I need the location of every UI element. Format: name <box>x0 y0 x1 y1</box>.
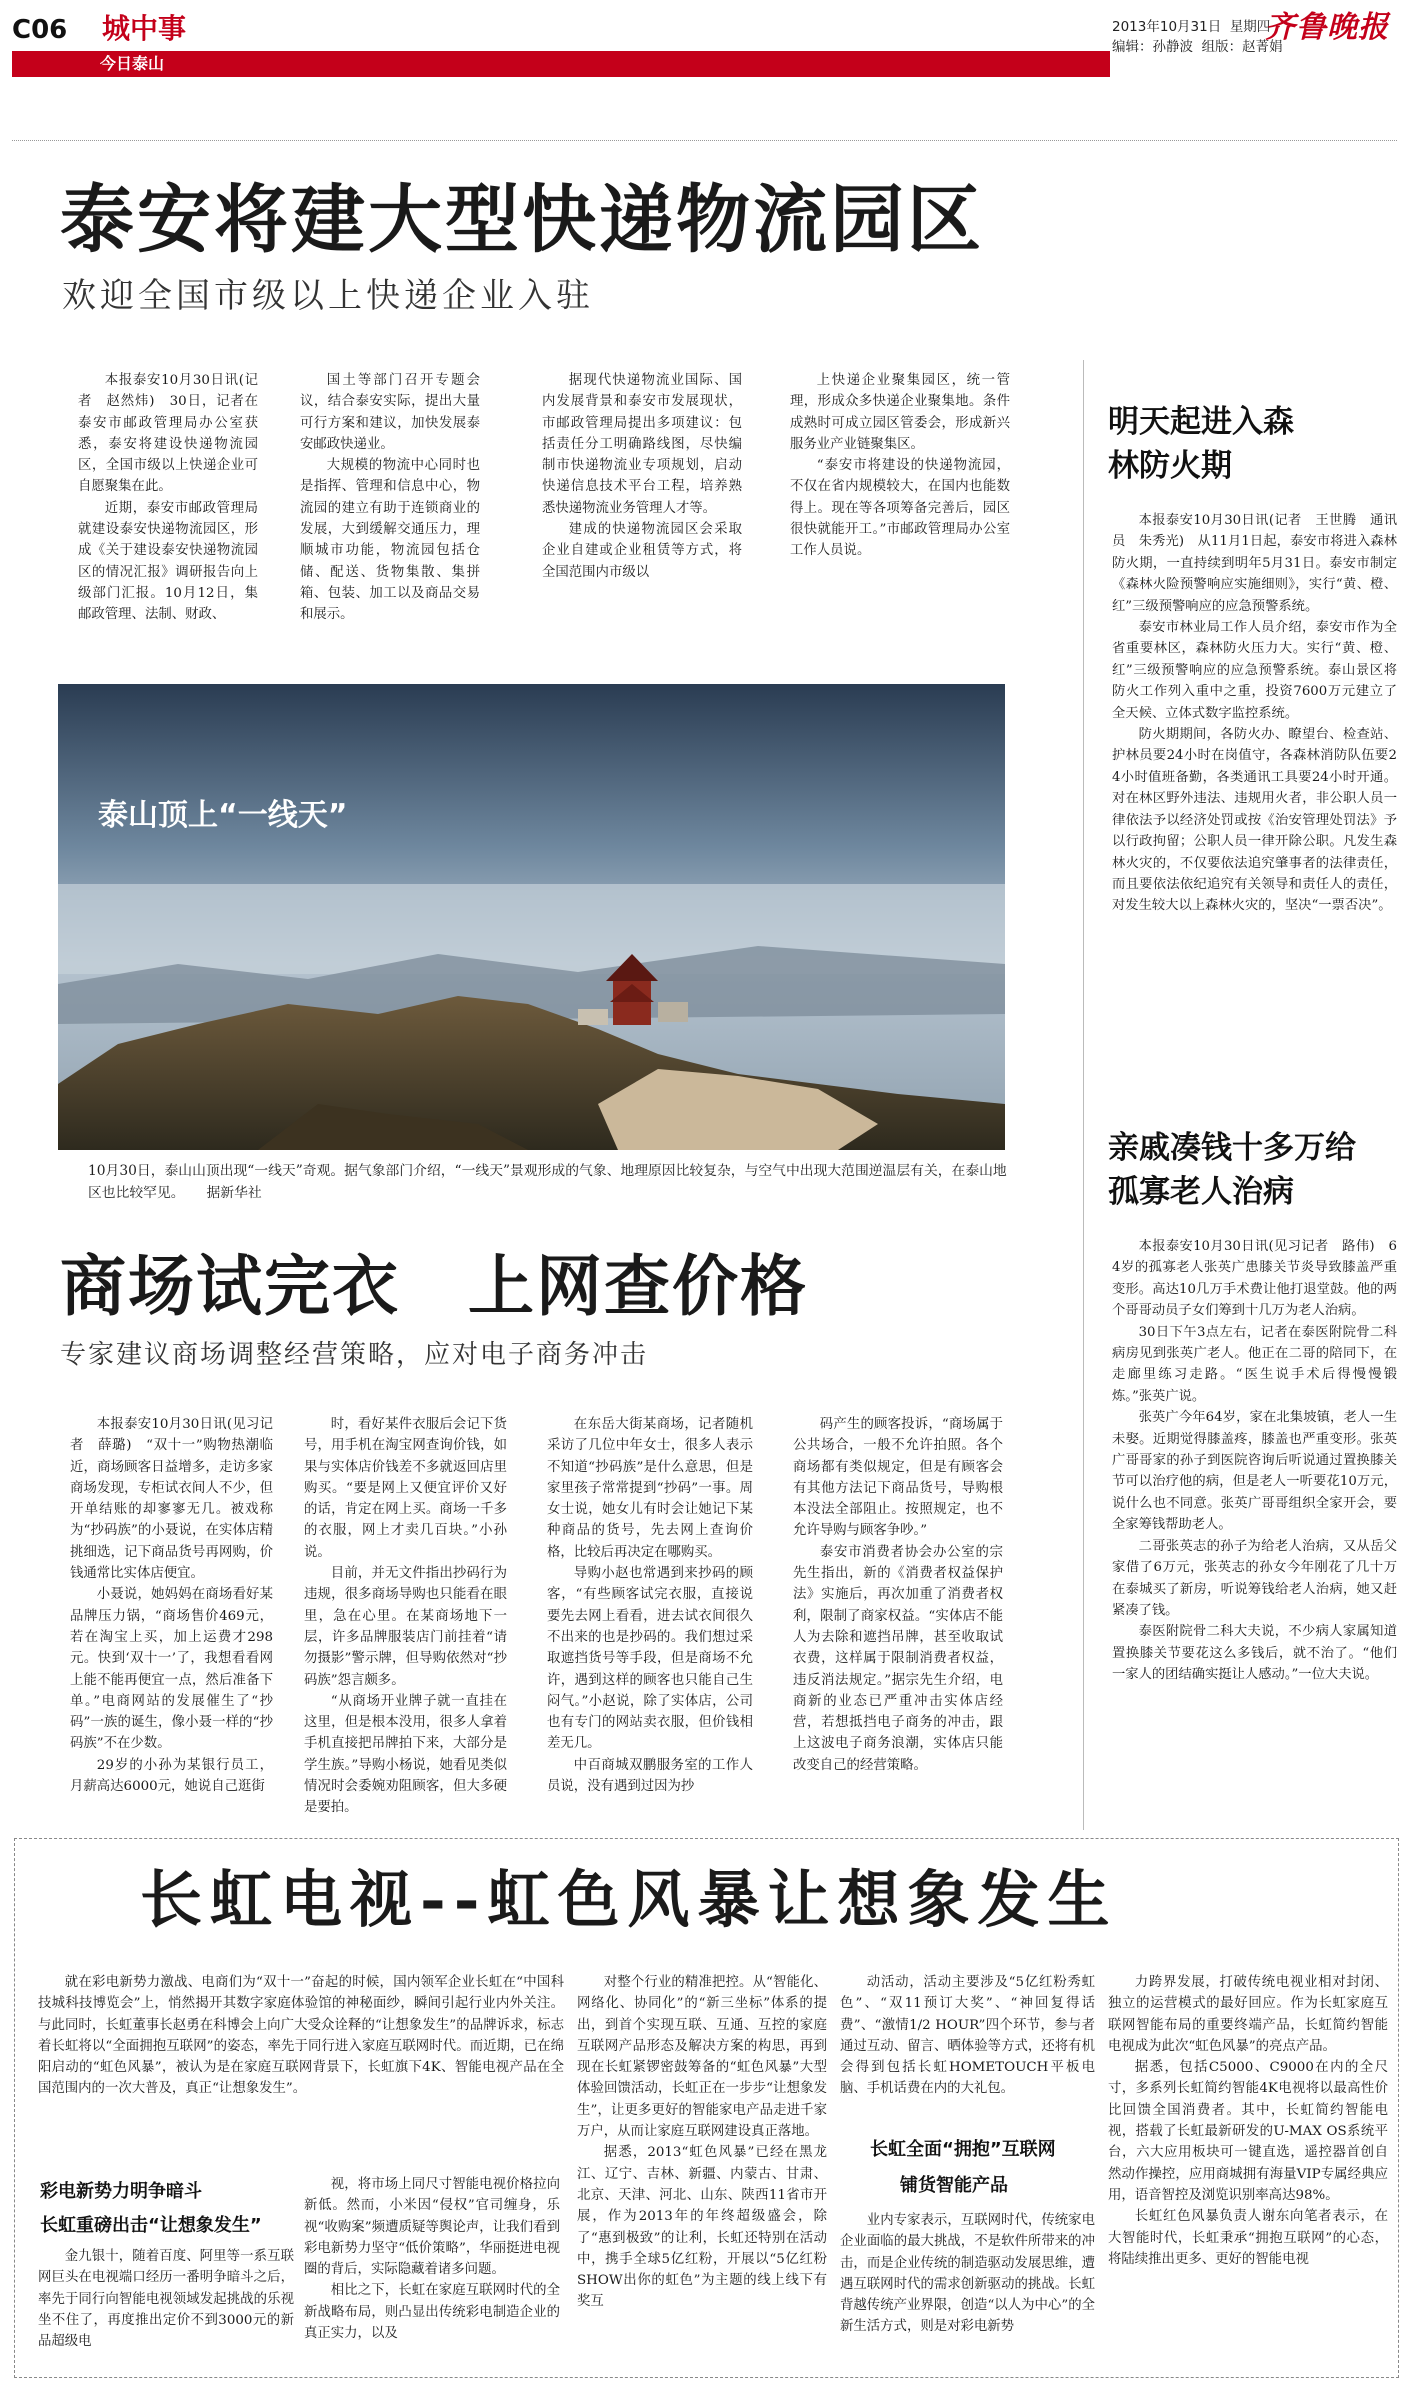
headline-mall-tryon: 商场试完衣 上网查价格 <box>60 1248 808 1325</box>
paragraph: 视，将市场上同尺寸智能电视价格拉向新低。然而，小米因“侵权”官司缠身，乐视“收购案”频遭质疑等舆论声，让我们看到彩电新势力坚守“低价策略”，华丽挺进电视圈的背后，实际隐藏着诸多问题。 <box>304 2177 560 2278</box>
section-name: 城中事 <box>102 12 187 45</box>
paragraph: 目前，并无文件指出抄码行为违规，很多商场导购也只能看在眼里，急在心里。在某商场地下一层，许多品牌服装店门前挂着“请勿摄影”警示牌，但导购依然对“抄码族”怨言颇多。 <box>304 1566 507 1688</box>
sidebar-headline-fire-prevention: 明天起进入森林防火期 <box>1108 404 1294 484</box>
article1-col1 <box>78 370 258 640</box>
caption-text: 10月30日，泰山山顶出现“一线天”奇观。据气象部门介绍，“一线天”景观形成的气象、地理原因比较复杂，与空气中出现大范围逆温层有关，在泰山地区也比较罕见。 <box>88 1163 1007 1201</box>
designer: 组版：赵菁娟 <box>1201 39 1283 55</box>
article2-col1 <box>70 1414 273 1818</box>
editor-credits <box>1112 38 1283 56</box>
paragraph: 中百商城双鹏服务室的工作人员说，没有遇到过因为抄 <box>547 1757 753 1795</box>
paragraph: 导购小赵也常遇到来抄码的顾客，“有些顾客试完衣服，直接说要先去网上看看，进去试衣间很久不出来的也是抄码的。我们想过采取遮挡货号等手段，但是商场不允许，遇到这样的顾客也只能自己生闷气。”小赵说，除了实体店，公司也有专门的网站卖衣服，但价钱相差无几。 <box>547 1566 753 1752</box>
advertorial-col4 <box>840 1972 1095 2122</box>
paragraph: 动活动，活动主要涉及“5亿红粉秀虹色”、“双11预订大奖”、“神回复得话费”、“激情1/2 HOUR”四个环节，参与者通过互动、留言、晒体验等方式，还将有机会得到包括长虹HOMETOUCH平板电脑、手机话费在内的大礼包。 <box>840 1975 1095 2097</box>
advertorial-subhead-1b: 长虹重磅出击“让想象发生” <box>40 2215 262 2236</box>
dotted-divider <box>12 140 1397 141</box>
advertorial-col5 <box>1108 1972 1388 2376</box>
date: 2013年10月31日 <box>1112 19 1222 35</box>
paragraph: 30日下午3点左右，记者在泰医附院骨二科病房见到张英广老人。他正在二哥的陪同下，在走廊里练习走路。“医生说手术后得慢慢锻炼。”张英广说。 <box>1112 1324 1397 1404</box>
paragraph: 业内专家表示，互联网时代，传统家电企业面临的最大挑战，不是软件所带来的冲击，而是企业传统的制造驱动发展思维，遭遇互联网时代的需求创新驱动的挑战。长虹背越传统产业界限，创造“以人为中心”的全新生活方式，则是对彩电新势 <box>840 2213 1095 2335</box>
paragraph: 小聂说，她妈妈在商场看好某品牌压力锅，“商场售价469元，若在淘宝上买，加上运费才298元。快到‘双十一’了，我想看看网上能不能再便宜一点，然后准备下单。”电商网站的发展催生了“抄码”一族的诞生，像小聂一样的“抄码族”不在少数。 <box>70 1587 273 1752</box>
paragraph: 力跨界发展，打破传统电视业相对封闭、独立的运营模式的最好回应。作为长虹家庭互联网智能布局的重要终端产品，长虹简约智能电视成为此次“虹色风暴”的亮点产品。 <box>1108 1975 1388 2054</box>
paragraph: 据悉，包括C5000、C9000在内的全尺寸，多系列长虹简约智能4K电视将以最高性价比回馈全国消费者。其中，长虹简约智能电视，搭载了长虹最新研发的U-MAX OS系统平台，六大应用板块可一键直选，遥控器首创自然动作操控，应用商城拥有海量VIP专属经典应用，语音智控及浏览识别率高达98%。 <box>1108 2060 1388 2203</box>
article2-col3 <box>547 1414 753 1818</box>
paragraph: 近期，泰安市邮政管理局就建设泰安快递物流园区，形成《关于建设泰安快递物流园区的情况汇报》调研报告向上级部门汇报。10月12日，集邮政管理、法制、财政、 <box>78 500 258 623</box>
paragraph: 国土等部门召开专题会议，结合泰安实际，提出大量可行方案和建议，加快发展泰安邮政快递业。 <box>300 373 480 452</box>
advertorial-subhead-2a: 长虹全面“拥抱”互联网 <box>870 2139 1056 2160</box>
paragraph: 大规模的物流中心同时也是指挥、管理和信息中心，物流园的建立有助于连锁商业的发展，大到缓解交通压力，理顺城市功能，物流园包括仓储、配送、货物集散、集拼箱、包装、加工以及商品交易和展示。 <box>300 458 480 623</box>
paragraph: 本报泰安10月30日讯(见习记者 路伟) 64岁的孤寡老人张英广患膝关节炎导致膝盖严重变形。高达10几万手术费让他打退堂鼓。他的两个哥哥动员子女们筹到十几万为老人治病。 <box>1112 1239 1397 1319</box>
sidebar-article-fire-prevention <box>1112 510 1397 1080</box>
paragraph: 张英广今年64岁，家在北集坡镇，老人一生未娶。近期觉得膝盖疼，膝盖也严重变形。张英广哥哥家的孙子到医院咨询后听说通过置换膝关节可以治疗他的病，但是老人一听要花10万元，说什么也不同意。张英广哥哥组织全家开会，要全家筹钱帮助老人。 <box>1112 1410 1397 1533</box>
advertorial-col4-cont <box>840 2210 1095 2376</box>
paragraph: 泰医附院骨二科大夫说，不少病人家属知道置换膝关节要花这么多钱后，就不治了。“他们一家人的团结确实挺让人感动。”一位大夫说。 <box>1112 1624 1397 1683</box>
paragraph: “从商场开业牌子就一直挂在这里，但是根本没用，很多人拿着手机直接把吊牌拍下来，大部分是学生族。”导购小杨说，她看见类似情况时会委婉劝阻顾客，但大多硬是要拍。 <box>304 1693 507 1816</box>
newspaper-logo: 齐鲁晚报 <box>1265 10 1389 45</box>
paragraph: 据悉，2013“虹色风暴”已经在黑龙江、辽宁、吉林、新疆、内蒙古、甘肃、北京、天津、河北、山东、陕西11省市开展，作为2013年的年终超级盛会，除了“惠到极致”的让利，长虹还特别在活动中，携手全球5亿红粉，开展以“5亿红粉 SHOW出你的虹色”为主题的线上线下有奖互 <box>577 2145 841 2310</box>
advertorial-col3 <box>577 1972 841 2376</box>
advertorial-headline: 长虹电视--虹色风暴让想象发生 <box>140 1863 1118 1936</box>
paragraph: 上快递企业聚集园区，统一管理，形成众多快递企业聚集地。条件成熟时可成立园区管委会，形成新兴服务业产业链聚集区。 <box>790 373 1010 452</box>
paragraph: 码产生的顾客投诉，“商场属于公共场合，一般不允许拍照。各个商场都有类似规定，但是有顾客会有其他方法记下商品货号，导购根本没法全部阻止。按照规定，也不允许导购与顾客争吵。” <box>793 1417 1003 1539</box>
editor: 编辑：孙静波 <box>1112 39 1193 55</box>
issue-date <box>1112 18 1270 36</box>
sidebar-headline-elderly-treatment: 亲戚凑钱十多万给孤寡老人治病 <box>1108 1130 1356 1210</box>
paragraph: “泰安市将建设的快递物流园，不仅在省内规模较大，在国内也能数得上。现在等各项筹备完善后，园区很快就能开工。”市邮政管理局办公室工作人员说。 <box>790 458 1010 559</box>
advertorial-intro <box>38 1972 564 2166</box>
paragraph: 就在彩电新势力激战、电商们为“双十一”奋起的时候，国内领军企业长虹在“中国科技城科技博览会”上，悄然揭开其数字家庭体验馆的神秘面纱，瞬间引起行业内外关注。与此同时，长虹董事长赵勇在科博会上向广大受众诠释的“让想象发生”的品牌诉求，标志着长虹将以“全面拥抱互联网”的姿态，率先于同行进入家庭互联网时代。而近期，已在绵阳启动的“虹色风暴”，被认为是在家庭互联网背景下，长虹旗下4K、智能电视产品在全国范围内的一次大普及，真正“让想象发生”。 <box>38 1975 564 2097</box>
article1-col2 <box>300 370 480 640</box>
paragraph: 相比之下，长虹在家庭互联网时代的全新战略布局，则凸显出传统彩电制造企业的真正实力，以及 <box>304 2283 560 2342</box>
article2-col2 <box>304 1414 507 1818</box>
paragraph: 长虹红色风暴负责人谢东向笔者表示，在大智能时代，长虹秉承“拥抱互联网”的心态，将陆续推出更多、更好的智能电视 <box>1108 2209 1388 2267</box>
subheadline-mall-tryon: 专家建议商场调整经营策略，应对电子商务冲击 <box>60 1340 649 1370</box>
advertorial-col2 <box>304 2174 560 2376</box>
paragraph: 时，看好某件衣服后会记下货号，用手机在淘宝网查询价钱，如果与实体店价钱差不多就返回店里购买。“要是网上又便宜评价又好的话，肯定在网上买。商场一千多的衣服，网上才卖几百块。”小孙说。 <box>304 1417 507 1560</box>
section-bar <box>12 51 1110 77</box>
paragraph: 据现代快递物流业国际、国内发展背景和泰安市发展现状，市邮政管理局提出多项建议：包括责任分工明确路线图，尽快编制市快递物流业专项规划，启动快递信息技术平台工程，培养熟悉快递物流业务管理人才等。 <box>542 373 742 516</box>
paragraph: 本报泰安10月30日讯(见习记者 薛璐) “双十一”购物热潮临近，商场顾客日益增多，走访多家商场发现，专柜试衣间人不少，但开单结账的却寥寥无几。被戏称为“抄码族”的小聂说，在实体店精挑细选，记下商品货号再网购，价钱通常比实体店便宜。 <box>70 1417 273 1582</box>
subsection-name: 今日泰山 <box>100 54 165 73</box>
headline-logistics-park: 泰安将建大型快递物流园区 <box>60 177 984 263</box>
taishan-photo <box>58 684 1005 1150</box>
paragraph: 本报泰安10月30日讯(记者 赵然炜) 30日，记者在泰安市邮政管理局办公室获悉，泰安将建设快递物流园区，全国市级以上快递企业可自愿聚集在此。 <box>78 373 258 495</box>
sidebar-article-elderly-treatment <box>1112 1236 1397 1826</box>
column-divider <box>1083 360 1084 1830</box>
advertorial-col1 <box>38 2246 294 2376</box>
paragraph: 泰安市消费者协会办公室的宗先生指出，新的《消费者权益保护法》实施后，再次加重了消费者权利，限制了商家权益。“实体店不能人为去除和遮挡吊牌，甚至收取试衣费，这样属于限制消费者权益，违反消法规定。”据宗先生介绍，电商新的业态已严重冲击实体店经营，若想抵挡电子商务的冲击，跟上这波电子商务浪潮，实体店只能改变自己的经营策略。 <box>793 1544 1003 1773</box>
caption-credit: 据新华社 <box>206 1185 262 1201</box>
paragraph: 对整个行业的精准把控。从“智能化、网络化、协同化”的“新三坐标”体系的提出，到首个实现互联、互通、互控的家庭互联网产品形态及解决方案的构思，再到现在长虹紧锣密鼓筹备的“虹色风暴”大型体验回馈活动，长虹正在一步步“让想象发生”，让更多更好的智能家电产品走进千家万户，从而让家庭互联网建设真正落地。 <box>577 1975 827 2140</box>
photo-overlay-title: 泰山顶上“一线天” <box>98 798 348 833</box>
paragraph: 29岁的小孙为某银行员工，月薪高达6000元，她说自己逛街 <box>70 1757 273 1795</box>
paragraph: 泰安市林业局工作人员介绍，泰安市作为全省重要林区，森林防火压力大。实行“黄、橙、红”三级预警响应的应急预警系统。泰山景区将防火工作列入重中之重，投资7600万元建立了全天候、立体式数字监控系统。 <box>1112 620 1397 721</box>
paragraph: 在东岳大街某商场，记者随机采访了几位中年女士，很多人表示不知道“抄码族”是什么意思，但是家里孩子常常提到“抄码”一事。周女士说，她女儿有时会让她记下某种商品的货号，先去网上查询价格，比较后再决定在哪购买。 <box>547 1417 753 1560</box>
weekday: 星期四 <box>1229 19 1271 35</box>
paragraph: 本报泰安10月30日讯(记者 王世腾 通讯员 朱秀光) 从11月1日起，泰安市将进入森林防火期，一直持续到明年5月31日。泰安市制定《森林火险预警响应实施细则》，实行“黄、橙、红”三级预警响应的应急预警系统。 <box>1112 513 1397 614</box>
mountain-landscape-image <box>58 684 1005 1150</box>
paragraph: 建成的快递物流园区会采取企业自建或企业租赁等方式，将全国范围内市级以 <box>542 522 742 580</box>
paragraph: 金九银十，随着百度、阿里等一系互联网巨头在电视端口经历一番明争暗斗之后，率先于同行向智能电视领域发起挑战的乐视坐不住了，再度推出定价不到3000元的新品超级电 <box>38 2249 294 2350</box>
article2-col4 <box>793 1414 1003 1818</box>
paragraph: 二哥张英志的孙子为给老人治病，又从岳父家借了6万元，张英志的孙女今年刚花了几十万在泰城买了新房，听说筹钱给老人治病，她又赶紧凑了钱。 <box>1112 1538 1397 1618</box>
advertorial-subhead-1a: 彩电新势力明争暗斗 <box>40 2181 202 2202</box>
photo-caption <box>88 1160 1008 1204</box>
paragraph: 防火期期间，各防火办、瞭望台、检查站、护林员要24小时在岗值守，各森林消防队伍要24小时值班备勤，各类通讯工具要24小时开通。对在林区野外违法、违规用火者，非公职人员一律依法予以经济处罚或按《治安管理处罚法》予以行政拘留；公职人员一律开除公职。凡发生森林火灾的，不仅要依法追究肇事者的法律责任，而且要依法依纪追究有关领导和责任人的责任，对发生较大以上森林火灾的，坚决“一票否决”。 <box>1112 727 1397 914</box>
article1-col3 <box>542 370 742 640</box>
page-number: C06 <box>12 15 68 45</box>
article1-col4 <box>790 370 1010 640</box>
advertorial-subhead-2b: 铺货智能产品 <box>900 2175 1008 2196</box>
subheadline-logistics-park: 欢迎全国市级以上快递企业入驻 <box>62 276 594 316</box>
